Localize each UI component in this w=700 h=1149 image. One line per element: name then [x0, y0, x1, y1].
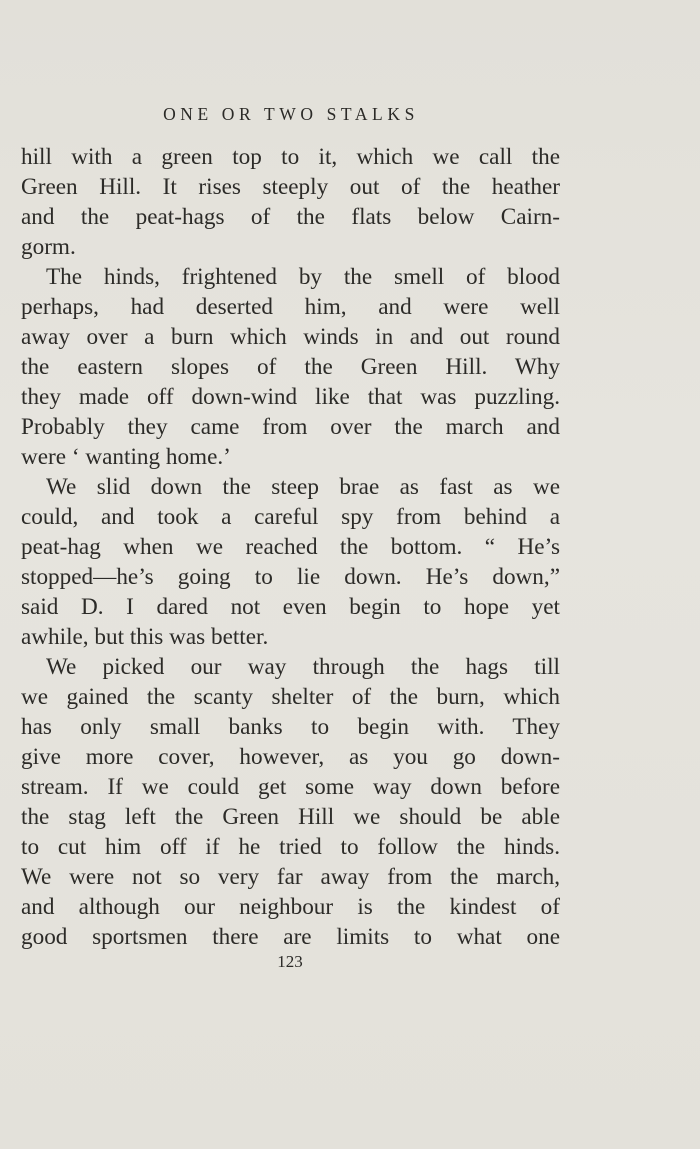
paragraph	[21, 472, 560, 652]
running-head: ONE OR TWO STALKS	[163, 104, 419, 124]
text-line: they made off down-wind like that was puzzling.	[21, 384, 560, 410]
paragraph	[21, 262, 560, 472]
text-line: We slid down the steep brae as fast as we	[46, 474, 560, 500]
text-line: good sportsmen there are limits to what one	[21, 924, 560, 950]
text-line: the stag left the Green Hill we should be able	[21, 804, 560, 830]
text-line: Green Hill. It rises steeply out of the heather	[21, 174, 560, 200]
text-line: away over a burn which winds in and out round	[21, 324, 560, 350]
text-line: awhile, but this was better.	[21, 624, 269, 650]
text-line: could, and took a careful spy from behind a	[21, 504, 560, 530]
body-text	[21, 142, 560, 952]
text-line: We picked our way through the hags till	[46, 654, 560, 680]
text-line: has only small banks to begin with. They	[21, 714, 560, 740]
text-line: give more cover, however, as you go down-	[21, 744, 560, 770]
text-line: to cut him off if he tried to follow the hinds.	[21, 834, 560, 860]
text-line: stream. If we could get some way down before	[21, 774, 560, 800]
text-line: and the peat-hags of the flats below Cairn-	[21, 204, 560, 230]
text-line: peat-hag when we reached the bottom. “ He’s	[21, 534, 560, 560]
paragraph	[21, 652, 560, 952]
text-line: and although our neighbour is the kindest of	[21, 894, 560, 920]
text-line: stopped—he’s going to lie down. He’s down,”	[21, 564, 560, 590]
page-number: 123	[277, 952, 303, 971]
text-line: were ‘ wanting home.’	[21, 444, 231, 470]
text-line: Probably they came from over the march and	[21, 414, 560, 440]
text-line: said D. I dared not even begin to hope yet	[21, 594, 560, 620]
text-line: we gained the scanty shelter of the burn, which	[21, 684, 560, 710]
text-line: the eastern slopes of the Green Hill. Why	[21, 354, 560, 380]
text-line: hill with a green top to it, which we call the	[21, 144, 560, 170]
text-line: We were not so very far away from the march,	[21, 864, 560, 890]
paragraph	[21, 142, 560, 262]
text-line: perhaps, had deserted him, and were well	[21, 294, 560, 320]
text-line: gorm.	[21, 234, 76, 260]
text-line: The hinds, frightened by the smell of blood	[46, 264, 560, 290]
